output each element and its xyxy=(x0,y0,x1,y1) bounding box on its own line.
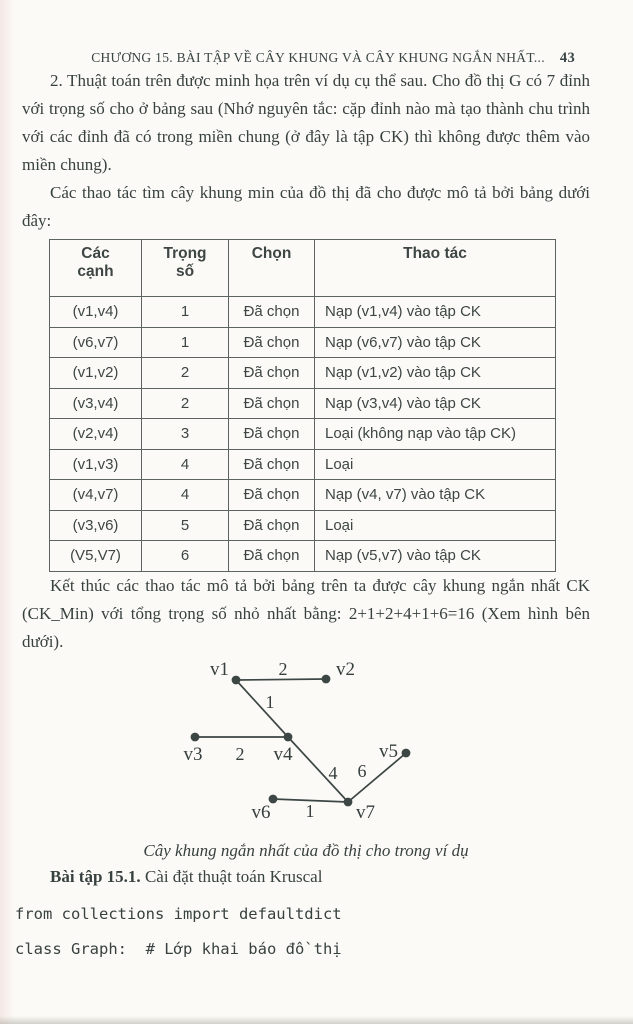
cell-choice: Đã chọn xyxy=(229,480,315,511)
page-number: 43 xyxy=(559,50,575,66)
vertex-label-v7: v7 xyxy=(356,801,375,823)
table-row xyxy=(50,327,556,358)
vertex-v7 xyxy=(344,797,353,806)
vertex-v4 xyxy=(284,732,293,741)
vertex-label-v4: v4 xyxy=(273,743,293,765)
table-row xyxy=(50,419,556,450)
cell-action: Nạp (v6,v7) vào tập CK xyxy=(315,327,556,358)
column-header-edges: Các cạnh xyxy=(50,240,142,297)
cell-choice: Đã chọn xyxy=(229,419,315,450)
table-row xyxy=(50,449,556,480)
cell-weight: 1 xyxy=(142,327,229,358)
cell-choice: Đã chọn xyxy=(229,541,315,572)
cell-action: Loại xyxy=(315,510,556,541)
column-header-weight: Trọng số xyxy=(142,240,229,297)
edge-v1-v2 xyxy=(236,679,326,680)
weight-label-v1-v2: 2 xyxy=(278,658,288,679)
cell-edge: (v1,v2) xyxy=(50,358,142,389)
weight-label-v5-v7: 6 xyxy=(357,760,367,781)
table-row xyxy=(50,297,556,328)
cell-action: Nạp (v3,v4) vào tập CK xyxy=(315,388,556,419)
exercise-heading xyxy=(22,863,590,891)
cell-choice: Đã chọn xyxy=(229,358,315,389)
weight-label-v4-v7: 4 xyxy=(328,762,338,783)
graph-diagram xyxy=(165,657,435,829)
cell-choice: Đã chọn xyxy=(229,297,315,328)
vertex-v5 xyxy=(402,748,411,757)
cell-weight: 2 xyxy=(142,358,229,389)
cell-choice: Đã chọn xyxy=(229,388,315,419)
paragraph-example-intro: 2. Thuật toán trên được minh họa trên ví dụ cụ thể sau. Cho đồ thị G có 7 đỉnh với trọng số cho ở bảng sau (Nhớ nguyên tắc: cặp đỉnh nào mà tạo thành chu trình với các đỉnh đã có trong miền chung (ở đây là tập CK) thì không được thêm vào miền chung). xyxy=(22,71,590,174)
vertex-label-v1: v1 xyxy=(210,658,229,680)
exercise-number: Bài tập 15.1. xyxy=(50,866,141,886)
cell-action: Nạp (v4, v7) vào tập CK xyxy=(315,480,556,511)
edge-v4-v7 xyxy=(288,737,348,802)
cell-action: Nạp (v1,v4) vào tập CK xyxy=(315,297,556,328)
cell-weight: 4 xyxy=(142,480,229,511)
weight-label-v6-v7: 1 xyxy=(305,800,315,821)
cell-edge: (v3,v4) xyxy=(50,388,142,419)
cell-edge: (v1,v3) xyxy=(50,449,142,480)
running-header xyxy=(22,0,590,67)
paragraph-result: Kết thúc các thao tác mô tả bởi bảng trên ta được cây khung ngắn nhất CK (CK_Min) với tổng trọng số nhỏ nhất bằng: 2+1+2+4+1+6=16 (Xem hình bên dưới). xyxy=(22,575,590,651)
code-line-import: from collections import defaultdict xyxy=(15,904,342,923)
edge-v1-v4 xyxy=(236,680,288,737)
cell-weight: 3 xyxy=(142,419,229,450)
code-line-class: class Graph: # Lớp khai báo đồ thị xyxy=(15,939,342,958)
paragraph-table-intro: Các thao tác tìm cây khung min của đồ thị đã cho được mô tả bởi bảng dưới đây: xyxy=(22,183,590,230)
vertex-label-v5: v5 xyxy=(379,740,398,762)
cell-action: Loại (không nạp vào tập CK) xyxy=(315,419,556,450)
table-body xyxy=(50,297,556,572)
table-row xyxy=(50,388,556,419)
cell-weight: 1 xyxy=(142,297,229,328)
table-header-row xyxy=(50,240,556,297)
vertex-label-v2: v2 xyxy=(336,658,355,680)
figure-caption: Cây khung ngắn nhất của đồ thị cho trong ví dụ xyxy=(143,840,469,860)
table-row xyxy=(50,510,556,541)
cell-edge: (v6,v7) xyxy=(50,327,142,358)
weight-label-v1-v4: 1 xyxy=(265,691,275,712)
cell-choice: Đã chọn xyxy=(229,449,315,480)
cell-action: Nạp (v5,v7) vào tập CK xyxy=(315,541,556,572)
column-header-choice: Chọn xyxy=(229,240,315,297)
vertex-v3 xyxy=(191,732,200,741)
vertex-label-v6: v6 xyxy=(251,801,271,823)
cell-edge: (v3,v6) xyxy=(50,510,142,541)
kruskal-operations-table xyxy=(49,239,556,572)
vertex-v1 xyxy=(232,675,241,684)
spanning-tree-figure xyxy=(22,657,590,829)
column-header-action: Thao tác xyxy=(315,240,556,297)
weight-label-v3-v4: 2 xyxy=(235,743,245,764)
cell-edge: (V5,V7) xyxy=(50,541,142,572)
cell-weight: 5 xyxy=(142,510,229,541)
table-row xyxy=(50,541,556,572)
cell-weight: 2 xyxy=(142,388,229,419)
cell-edge: (v4,v7) xyxy=(50,480,142,511)
cell-choice: Đã chọn xyxy=(229,327,315,358)
cell-choice: Đã chọn xyxy=(229,510,315,541)
chapter-title: CHƯƠNG 15. BÀI TẬP VỀ CÂY KHUNG VÀ CÂY KHUNG NGẮN NHẤT... xyxy=(91,50,545,65)
vertex-v2 xyxy=(322,674,331,683)
cell-edge: (v1,v4) xyxy=(50,297,142,328)
cell-edge: (v2,v4) xyxy=(50,419,142,450)
table-row xyxy=(50,358,556,389)
cell-weight: 4 xyxy=(142,449,229,480)
vertex-label-v3: v3 xyxy=(183,743,203,765)
cell-weight: 6 xyxy=(142,541,229,572)
cell-action: Nạp (v1,v2) vào tập CK xyxy=(315,358,556,389)
cell-action: Loại xyxy=(315,449,556,480)
table-row xyxy=(50,480,556,511)
exercise-title: Cài đặt thuật toán Kruscal xyxy=(144,866,323,886)
